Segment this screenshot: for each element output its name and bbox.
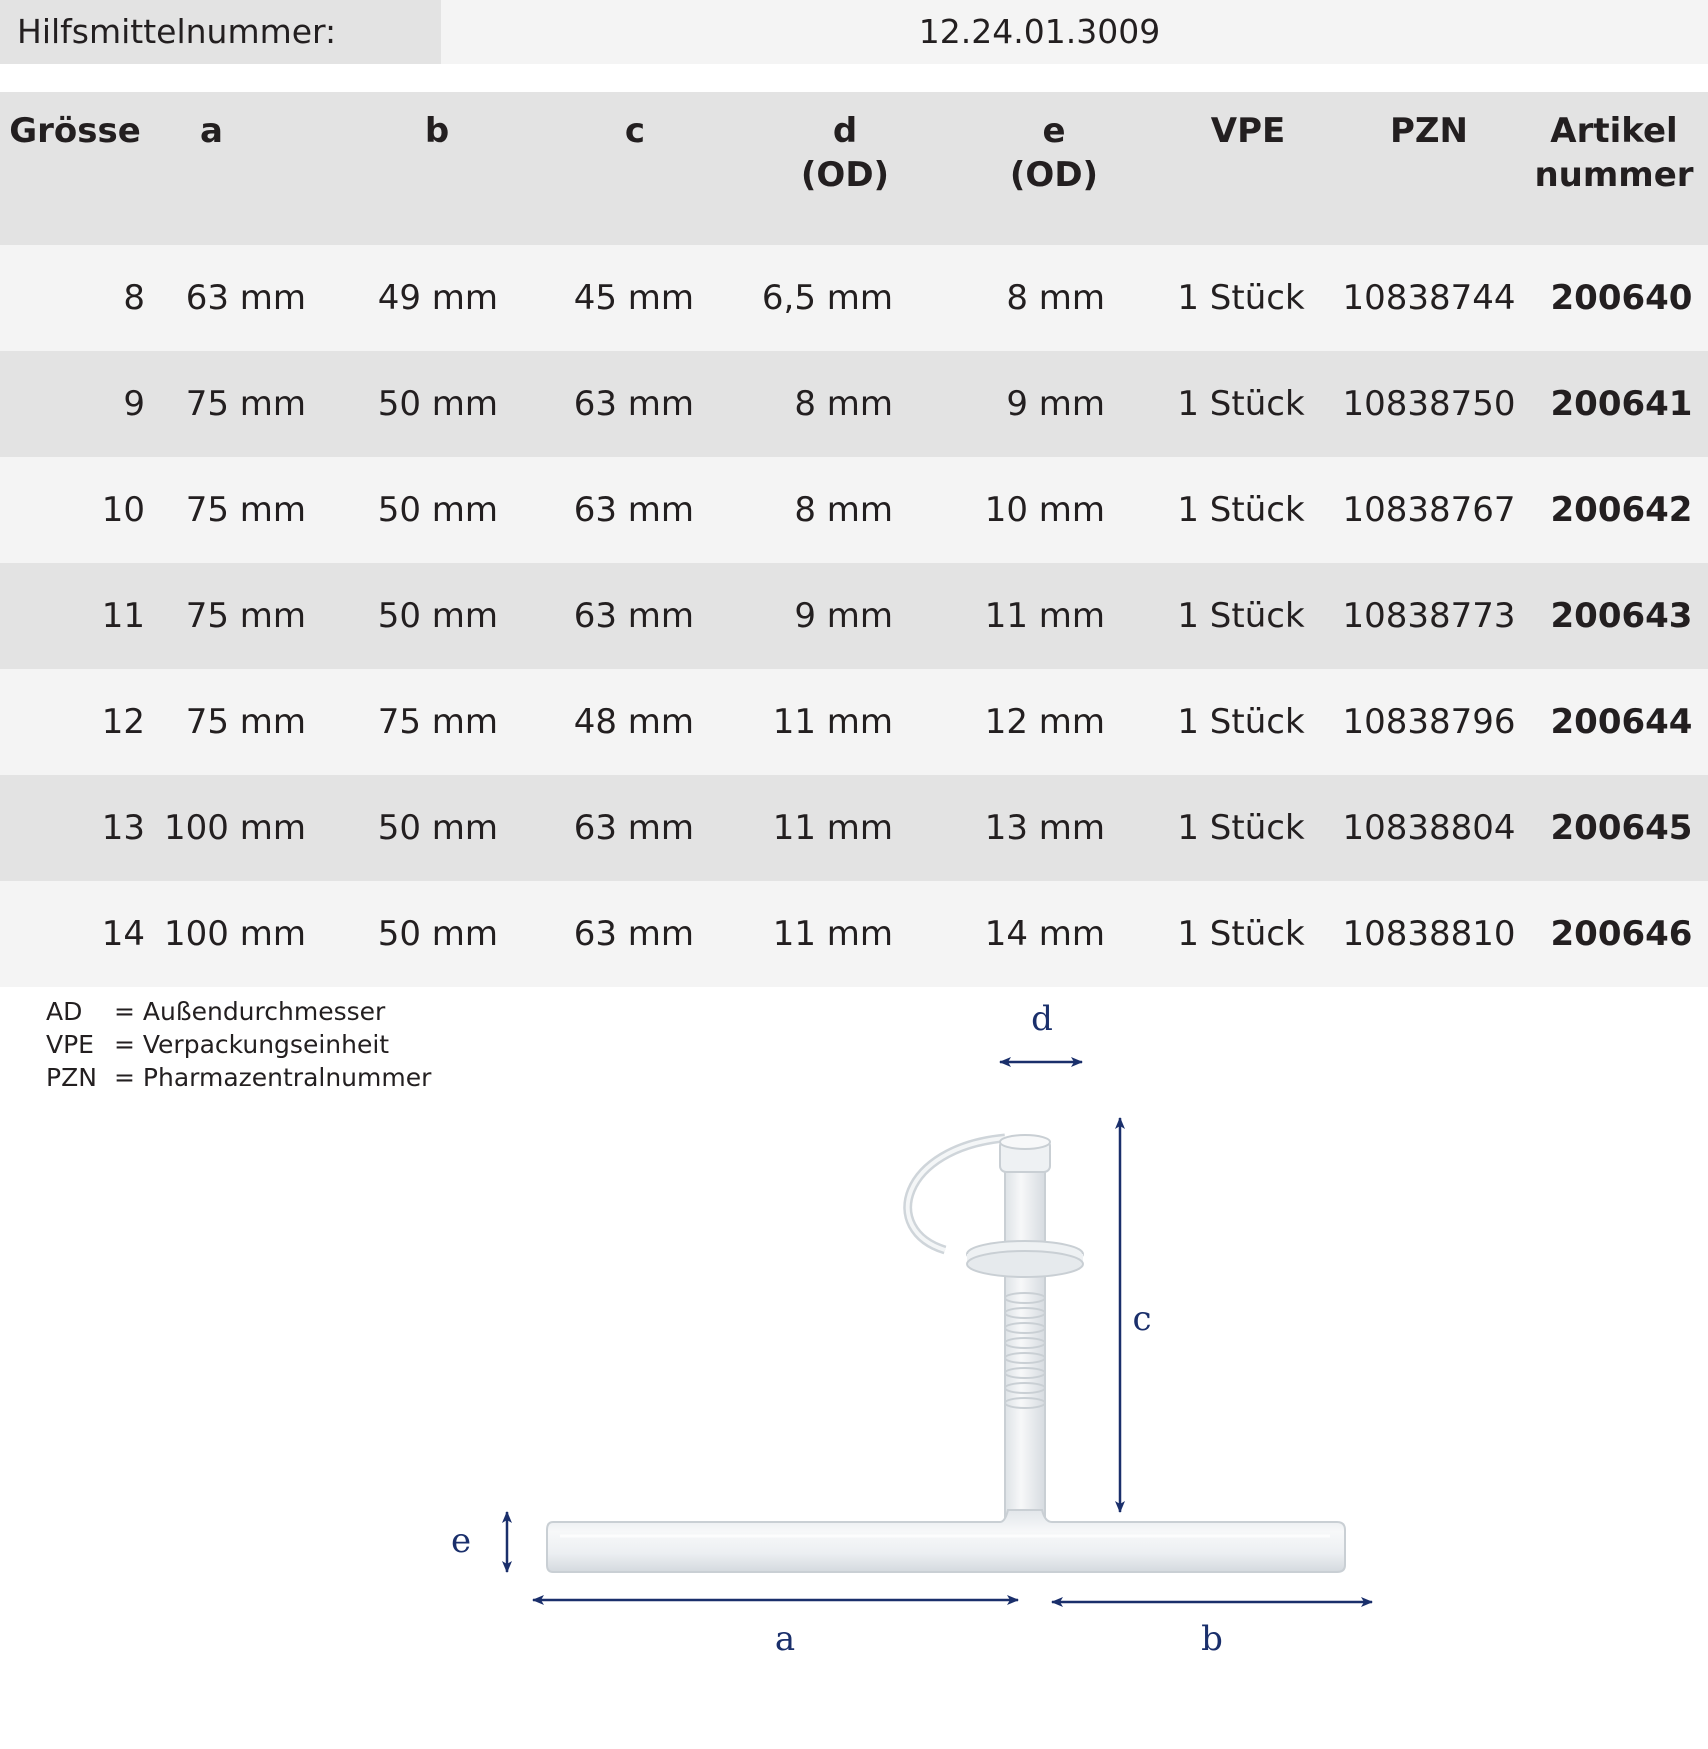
cell-pzn: 10838773 — [1323, 563, 1520, 669]
table-row — [0, 457, 1708, 563]
legend-text: = Pharmazentralnummer — [114, 1063, 432, 1092]
table-row — [0, 775, 1708, 881]
product-table — [0, 92, 1708, 987]
cell-a: 100 mm — [145, 881, 328, 987]
cell-e: 8 mm — [940, 245, 1153, 351]
header-e: e (OD) — [940, 92, 1153, 245]
table-row — [0, 351, 1708, 457]
t-connector-image — [547, 1135, 1345, 1572]
cell-b: 50 mm — [328, 775, 545, 881]
cell-c: 45 mm — [545, 245, 740, 351]
header-a: a — [145, 92, 328, 245]
cell-c: 63 mm — [545, 881, 740, 987]
header-pzn: PZN — [1323, 92, 1520, 245]
dimension-a-label: a — [774, 1619, 796, 1659]
cell-pzn: 10838767 — [1323, 457, 1520, 563]
cell-c: 63 mm — [545, 775, 740, 881]
cell-d: 9 mm — [740, 563, 940, 669]
header-c: c — [545, 92, 740, 245]
cell-b: 75 mm — [328, 669, 545, 775]
cell-vpe: 1 Stück — [1153, 351, 1323, 457]
header-b: b — [328, 92, 545, 245]
dimension-e-label: e — [450, 1521, 472, 1561]
header-vpe: VPE — [1153, 92, 1323, 245]
hilfsmittel-value: 12.24.01.3009 — [441, 0, 1708, 64]
cell-pzn: 10838804 — [1323, 775, 1520, 881]
cell-vpe: 1 Stück — [1153, 563, 1323, 669]
cell-c: 48 mm — [545, 669, 740, 775]
cell-groesse: 9 — [0, 351, 145, 457]
cell-artikelnummer: 200643 — [1520, 563, 1708, 669]
cell-pzn: 10838796 — [1323, 669, 1520, 775]
cell-groesse: 14 — [0, 881, 145, 987]
cell-a: 100 mm — [145, 775, 328, 881]
cell-c: 63 mm — [545, 457, 740, 563]
cell-c: 63 mm — [545, 563, 740, 669]
hilfsmittel-label: Hilfsmittelnummer: — [0, 0, 441, 64]
cell-d: 8 mm — [740, 457, 940, 563]
cell-d: 6,5 mm — [740, 245, 940, 351]
t-connector-diagram — [0, 975, 1708, 1749]
cell-artikelnummer: 200645 — [1520, 775, 1708, 881]
table-row — [0, 245, 1708, 351]
header-artikelnummer: Artikel nummer — [1520, 92, 1708, 245]
cell-artikelnummer: 200642 — [1520, 457, 1708, 563]
table-row — [0, 669, 1708, 775]
cell-b: 50 mm — [328, 881, 545, 987]
cell-d: 8 mm — [740, 351, 940, 457]
cell-pzn: 10838810 — [1323, 881, 1520, 987]
hilfsmittel-row — [0, 0, 1708, 64]
cell-pzn: 10838744 — [1323, 245, 1520, 351]
cell-a: 75 mm — [145, 563, 328, 669]
cell-artikelnummer: 200646 — [1520, 881, 1708, 987]
cell-b: 49 mm — [328, 245, 545, 351]
cell-groesse: 12 — [0, 669, 145, 775]
cell-vpe: 1 Stück — [1153, 881, 1323, 987]
cell-d: 11 mm — [740, 775, 940, 881]
cell-e: 11 mm — [940, 563, 1153, 669]
cell-groesse: 13 — [0, 775, 145, 881]
cell-artikelnummer: 200641 — [1520, 351, 1708, 457]
cell-vpe: 1 Stück — [1153, 457, 1323, 563]
legend-text: = Außendurchmesser — [114, 997, 386, 1026]
table-row — [0, 563, 1708, 669]
cell-a: 75 mm — [145, 351, 328, 457]
header-groesse: Grösse — [0, 92, 145, 245]
cell-e: 12 mm — [940, 669, 1153, 775]
cell-b: 50 mm — [328, 457, 545, 563]
cell-e: 13 mm — [940, 775, 1153, 881]
legend-abbr: AD — [46, 997, 83, 1026]
legend-text: = Verpackungseinheit — [114, 1030, 390, 1059]
dimension-b-label: b — [1201, 1619, 1223, 1659]
table-header-row — [0, 92, 1708, 245]
cell-a: 75 mm — [145, 457, 328, 563]
cell-b: 50 mm — [328, 351, 545, 457]
cell-d: 11 mm — [740, 881, 940, 987]
cell-artikelnummer: 200644 — [1520, 669, 1708, 775]
dimension-c-label: c — [1132, 1299, 1152, 1339]
cell-c: 63 mm — [545, 351, 740, 457]
cell-e: 9 mm — [940, 351, 1153, 457]
cell-artikelnummer: 200640 — [1520, 245, 1708, 351]
cell-b: 50 mm — [328, 563, 545, 669]
dimension-d-label: d — [1031, 999, 1053, 1039]
cell-vpe: 1 Stück — [1153, 669, 1323, 775]
cell-groesse: 10 — [0, 457, 145, 563]
table-row — [0, 881, 1708, 987]
legend-abbr: VPE — [46, 1030, 94, 1059]
cell-a: 75 mm — [145, 669, 328, 775]
legend-abbr: PZN — [46, 1063, 97, 1092]
cell-groesse: 11 — [0, 563, 145, 669]
cell-a: 63 mm — [145, 245, 328, 351]
header-d: d (OD) — [740, 92, 940, 245]
cell-pzn: 10838750 — [1323, 351, 1520, 457]
cell-e: 10 mm — [940, 457, 1153, 563]
cell-groesse: 8 — [0, 245, 145, 351]
cell-e: 14 mm — [940, 881, 1153, 987]
cell-d: 11 mm — [740, 669, 940, 775]
cell-vpe: 1 Stück — [1153, 775, 1323, 881]
cell-vpe: 1 Stück — [1153, 245, 1323, 351]
